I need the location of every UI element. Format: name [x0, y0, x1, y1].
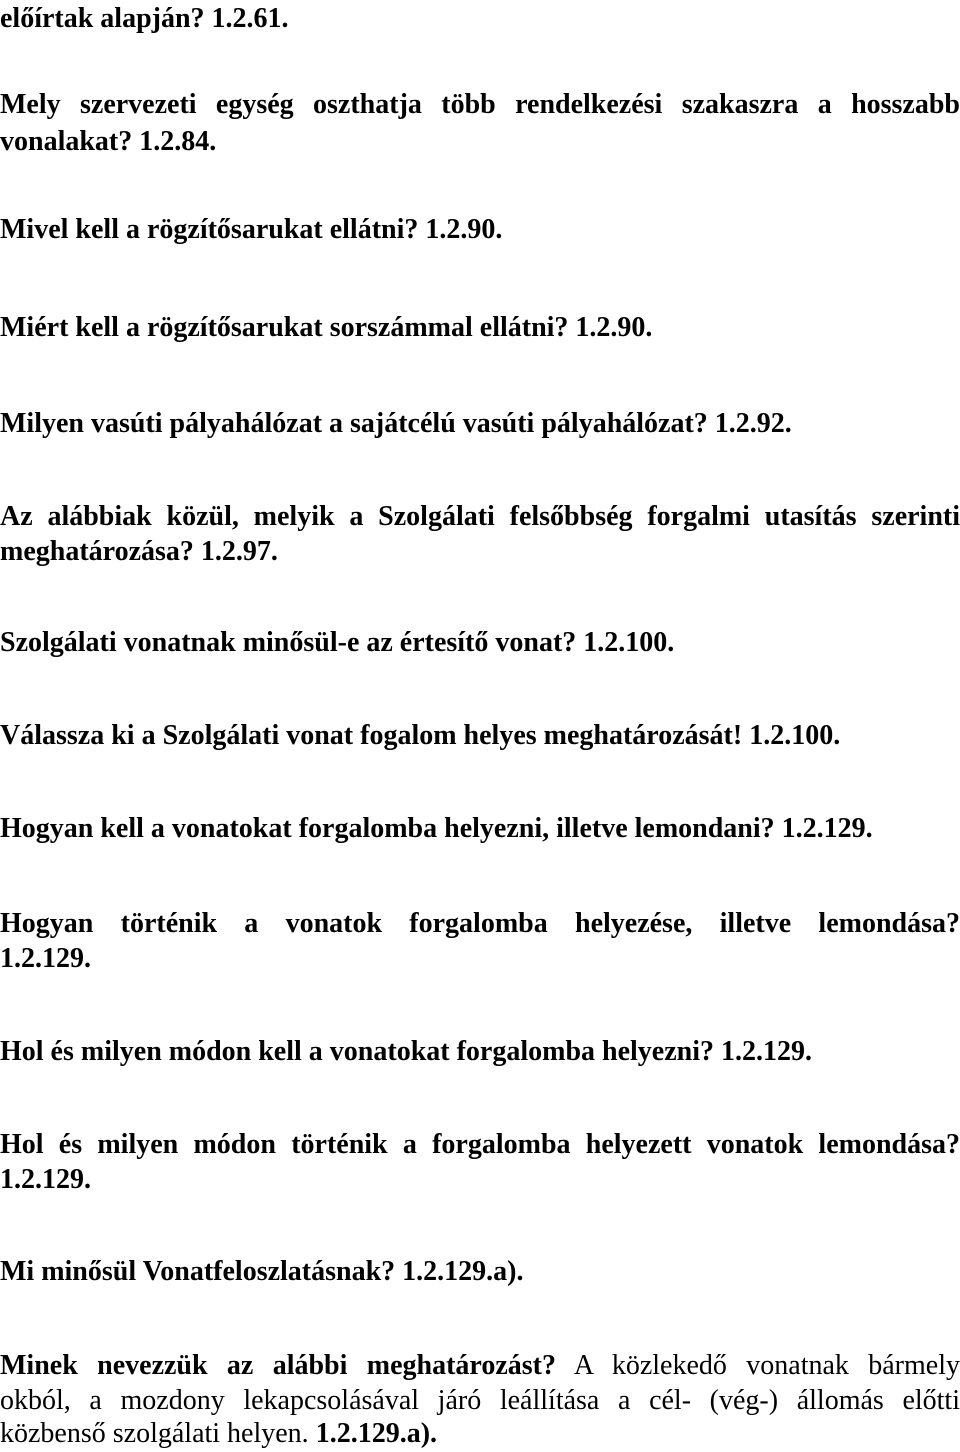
definition-text: A közlekedő vonatnak bármely	[556, 1350, 960, 1381]
text-line: Hogyan történik a vonatok forgalomba helyezése, illetve lemondása?	[0, 908, 960, 939]
text-line: Mely szervezeti egység oszthatja több rendelkezési szakaszra a hosszabb	[0, 89, 960, 120]
text-line: Miért kell a rögzítősarukat sorszámmal ellátni? 1.2.90.	[0, 312, 653, 343]
text-line: Hol és milyen módon kell a vonatokat forgalomba helyezni? 1.2.129.	[0, 1036, 812, 1067]
text-line: meghatározása? 1.2.97.	[0, 536, 278, 567]
text-line: Milyen vasúti pályahálózat a sajátcélú vasúti pályahálózat? 1.2.92.	[0, 408, 792, 439]
text-line: vonalakat? 1.2.84.	[0, 126, 217, 157]
text-line: Hol és milyen módon történik a forgalomba helyezett vonatok lemondása?	[0, 1129, 960, 1160]
text-line: okból, a mozdony lekapcsolásával járó leállítása a cél- (vég-) állomás előtti	[0, 1385, 960, 1416]
text-line	[0, 1349, 960, 1383]
definition-text: közbenső szolgálati helyen.	[0, 1418, 316, 1449]
text-line: Hogyan kell a vonatokat forgalomba helyezni, illetve lemondani? 1.2.129.	[0, 813, 873, 844]
text-line: Mivel kell a rögzítősarukat ellátni? 1.2.90.	[0, 214, 503, 245]
text-line: Mi minősül Vonatfeloszlatásnak? 1.2.129.a).	[0, 1256, 524, 1287]
question-text: Minek nevezzük az alábbi meghatározást?	[0, 1350, 556, 1381]
reference-number: 1.2.129.a).	[315, 1418, 438, 1449]
text-line: 1.2.129.	[0, 943, 91, 974]
text-line	[0, 1417, 960, 1451]
text-line: Az alábbiak közül, melyik a Szolgálati felsőbbség forgalmi utasítás szerinti	[0, 501, 960, 532]
text-line: előírtak alapján? 1.2.61.	[0, 3, 289, 34]
text-line: Válassza ki a Szolgálati vonat fogalom helyes meghatározását! 1.2.100.	[0, 720, 841, 751]
text-line: 1.2.129.	[0, 1164, 91, 1195]
text-line: Szolgálati vonatnak minősül-e az értesítő vonat? 1.2.100.	[0, 627, 675, 658]
